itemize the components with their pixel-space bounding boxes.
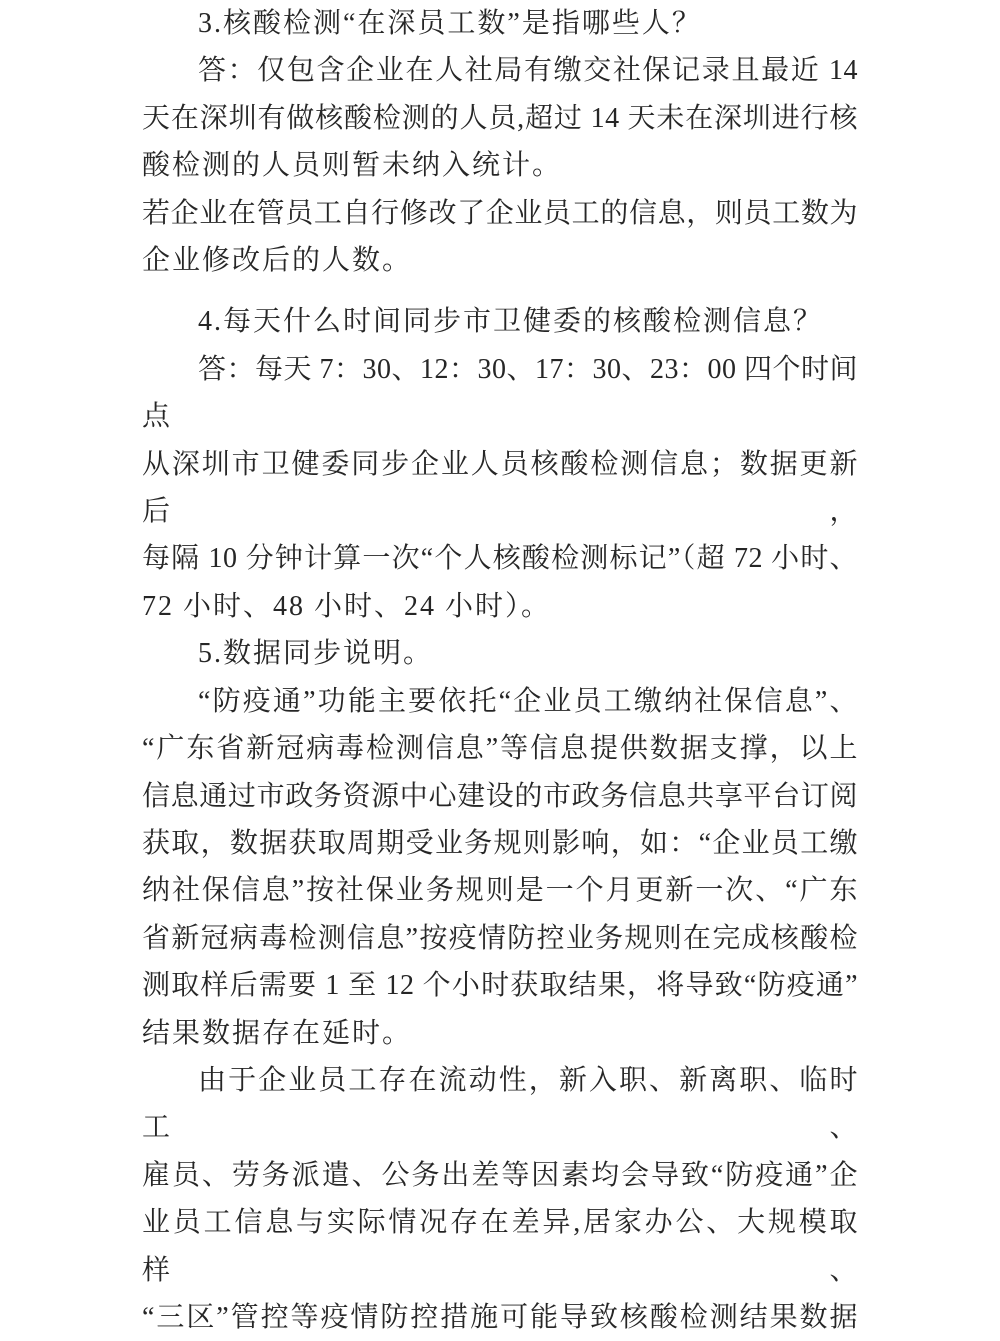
text-line: 72 小时、48 小时、24 小时）。 [142, 590, 552, 622]
text-line: 酸检测的人员则暂未纳入统计。 [142, 150, 563, 182]
text-line: 雇员、劳务派遣、公务出差等因素均会导致“防疫通”企 [142, 1159, 858, 1191]
text-line: 省新冠病毒检测信息”按疫情防控业务规则在完成核酸检 [142, 922, 858, 954]
text-line: 天在深圳有做核酸检测的人员,超过 14 天未在深圳进行核 [142, 102, 858, 134]
text-line: 信息通过市政务资源中心建设的市政务信息共享平台订阅 [142, 780, 858, 812]
document-text-block [142, 0, 858, 1341]
text-line: 答：每天 7：30、12：30、17：30、23：00 四个时间点 [142, 353, 859, 433]
text-line: 由于企业员工存在流动性，新入职、新离职、临时工、 [142, 1064, 858, 1144]
text-line: “广东省新冠病毒检测信息”等信息提供数据支撑，以上 [142, 733, 858, 765]
text-line: 若企业在管员工自行修改了企业员工的信息，则员工数为 [142, 197, 858, 229]
text-line: 纳社保信息”按社保业务规则是一个月更新一次、“广东 [142, 875, 858, 907]
text-line: 业员工信息与实际情况存在差异,居家办公、大规模取样、 [142, 1207, 858, 1286]
text-line: 从深圳市卫健委同步企业人员核酸检测信息；数据更新后， [142, 448, 858, 528]
text-line: 答：仅包含企业在人社局有缴交社保记录且最近 14 [198, 55, 858, 87]
text-line-question-4: 4.每天什么时间同步市卫健委的核酸检测信息？ [198, 306, 824, 338]
text-line: “防疫通”功能主要依托“企业员工缴纳社保信息”、 [198, 685, 858, 717]
text-line-question-5: 5.数据同步说明。 [198, 638, 434, 670]
text-line: 获取，数据获取周期受业务规则影响，如：“企业员工缴 [142, 827, 858, 859]
text-line: 测取样后需要 1 至 12 个小时获取结果，将导致“防疫通” [142, 970, 858, 1002]
text-line: 企业修改后的人数。 [142, 245, 413, 277]
text-line: 结果数据存在延时。 [142, 1017, 413, 1049]
text-line: 每隔 10 分钟计算一次“个人核酸检测标记”（超 72 小时、 [142, 543, 858, 575]
text-line-question-3: 3.核酸检测“在深员工数”是指哪些人？ [198, 8, 702, 39]
text-line: “三区”管控等疫情防控措施可能导致核酸检测结果数据 [142, 1301, 858, 1333]
